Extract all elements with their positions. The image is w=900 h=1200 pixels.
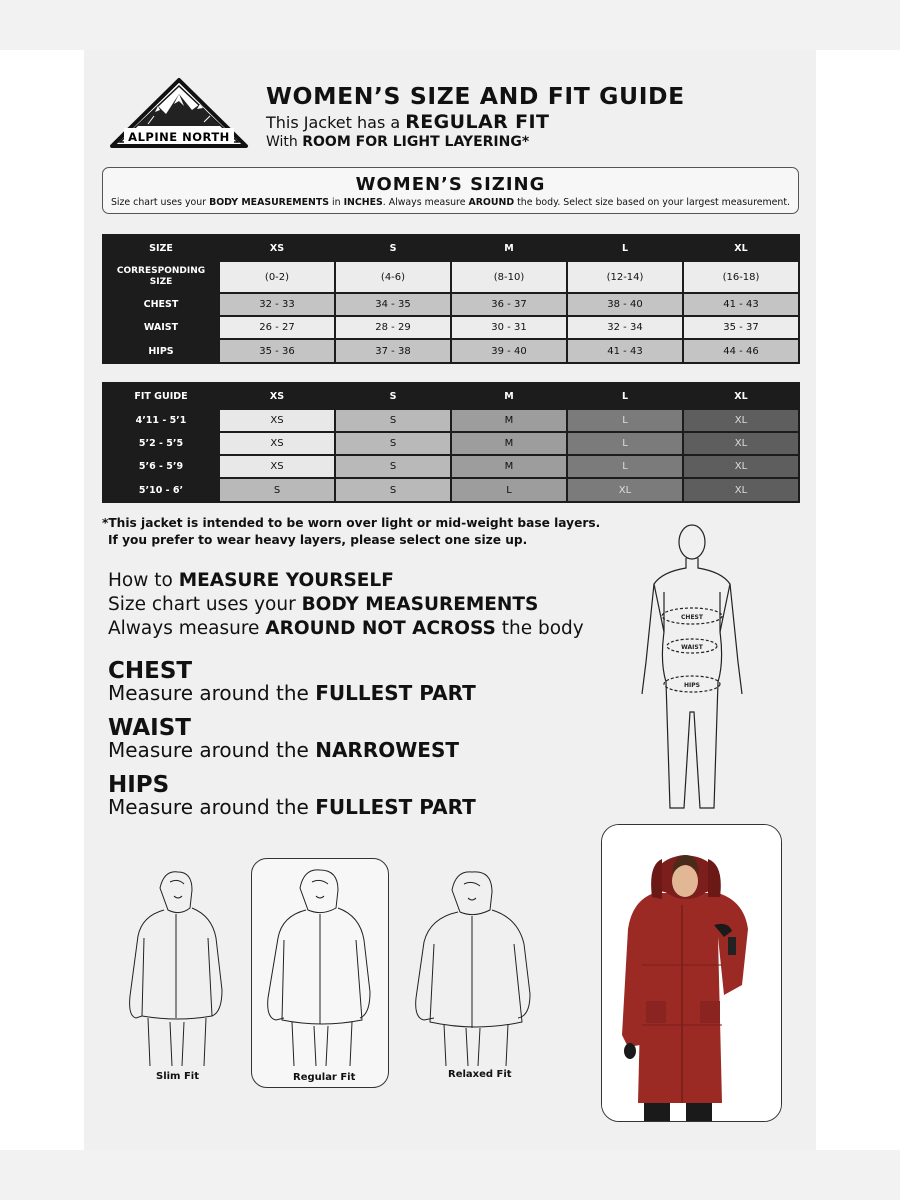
table-cell: 32 - 33 <box>220 294 334 315</box>
table-cell: XL <box>684 456 798 477</box>
table-cell: XL <box>568 479 682 501</box>
fit-prefix: This Jacket has a <box>266 113 401 132</box>
table-row <box>104 317 798 338</box>
slim-fit-illustration <box>108 866 248 1086</box>
table-header: S <box>336 384 450 408</box>
layer-value: ROOM FOR LIGHT LAYERING* <box>302 134 530 150</box>
table-cell: (16-18) <box>684 262 798 292</box>
table-cell: 32 - 34 <box>568 317 682 338</box>
waist-instruction <box>108 738 459 762</box>
fit-description <box>266 111 549 133</box>
sizing-note-text: . Always measure <box>382 197 469 208</box>
waist-heading: WAIST <box>108 715 191 741</box>
layering-note: If you prefer to wear heavy layers, please select one size up. <box>108 533 528 547</box>
regular-fit-illustration <box>252 866 392 1086</box>
page-title: WOMEN’S SIZE AND FIT GUIDE <box>266 82 685 110</box>
row-label: 4’11 - 5’1 <box>104 410 218 431</box>
table-cell: S <box>336 479 450 501</box>
row-label: 5’6 - 5’9 <box>104 456 218 477</box>
table-cell: XL <box>684 410 798 431</box>
table-cell: (0-2) <box>220 262 334 292</box>
measure-text: Measure around the <box>108 681 316 705</box>
fit-value: REGULAR FIT <box>405 111 550 133</box>
table-header: M <box>452 384 566 408</box>
table-cell: XS <box>220 456 334 477</box>
how-text: Always measure <box>108 618 266 639</box>
how-emph: BODY MEASUREMENTS <box>301 594 539 615</box>
how-text: the body <box>495 618 584 639</box>
table-cell: L <box>452 479 566 501</box>
table-cell: L <box>568 410 682 431</box>
how-emph: AROUND NOT ACROSS <box>265 618 496 639</box>
table-cell: (8-10) <box>452 262 566 292</box>
table-row <box>104 456 798 477</box>
row-label: 5’10 - 6’ <box>104 479 218 501</box>
table-cell: 39 - 40 <box>452 340 566 362</box>
table-header: M <box>452 236 566 260</box>
table-cell: 26 - 27 <box>220 317 334 338</box>
layer-prefix: With <box>266 134 298 150</box>
table-header: XS <box>220 384 334 408</box>
sizing-note-emph: AROUND <box>468 197 515 208</box>
hips-label: HIPS <box>684 682 700 689</box>
body-measurement-diagram <box>632 522 752 814</box>
right-margin <box>816 50 900 1150</box>
chest-instruction <box>108 681 476 705</box>
measure-emph: NARROWEST <box>315 738 460 762</box>
table-header: FIT GUIDE <box>104 384 218 408</box>
how-text: Size chart uses your <box>108 594 302 615</box>
table-header: XS <box>220 236 334 260</box>
fit-guide-table <box>102 382 800 503</box>
table-header: SIZE <box>104 236 218 260</box>
how-to-measure <box>108 570 394 591</box>
table-header-row <box>104 384 798 408</box>
brand-name: ALPINE NORTH <box>128 130 230 144</box>
product-photo-frame <box>601 824 782 1122</box>
measure-emph: FULLEST PART <box>315 795 476 819</box>
sizing-note <box>103 197 798 208</box>
table-cell: 35 - 37 <box>684 317 798 338</box>
sizing-note-emph: INCHES <box>343 197 383 208</box>
size-chart-table <box>102 234 800 364</box>
regular-fit-label: Regular Fit <box>293 1072 356 1083</box>
table-cell: 36 - 37 <box>452 294 566 315</box>
table-cell: XL <box>684 433 798 454</box>
chest-heading: CHEST <box>108 658 193 684</box>
layering-note: *This jacket is intended to be worn over light or mid-weight base layers. <box>102 516 601 530</box>
row-label-line: SIZE <box>149 277 173 287</box>
table-cell: 38 - 40 <box>568 294 682 315</box>
table-header: S <box>336 236 450 260</box>
row-label <box>104 262 218 292</box>
table-row <box>104 433 798 454</box>
table-cell: S <box>220 479 334 501</box>
table-cell: S <box>336 410 450 431</box>
row-label: WAIST <box>104 317 218 338</box>
table-row <box>104 410 798 431</box>
table-cell: L <box>568 456 682 477</box>
table-cell: S <box>336 456 450 477</box>
table-header: L <box>568 384 682 408</box>
left-margin <box>0 50 84 1150</box>
table-cell: XS <box>220 410 334 431</box>
table-cell: 30 - 31 <box>452 317 566 338</box>
table-cell: S <box>336 433 450 454</box>
table-row <box>104 294 798 315</box>
table-row <box>104 262 798 292</box>
measure-text: Measure around the <box>108 795 316 819</box>
measure-instruction <box>108 618 584 639</box>
table-cell: 44 - 46 <box>684 340 798 362</box>
sizing-title: WOMEN’S SIZING <box>355 174 546 195</box>
table-header-row <box>104 236 798 260</box>
hips-heading: HIPS <box>108 772 170 798</box>
row-label-line: CORRESPONDING <box>116 266 206 276</box>
table-cell: M <box>452 456 566 477</box>
layering-description <box>266 134 529 150</box>
table-cell: (4-6) <box>336 262 450 292</box>
table-cell: 35 - 36 <box>220 340 334 362</box>
relaxed-fit-label: Relaxed Fit <box>448 1069 512 1080</box>
table-header: XL <box>684 384 798 408</box>
chest-label: CHEST <box>681 614 703 621</box>
sizing-note-text: the body. Select size based on your largest measurement. <box>514 197 791 208</box>
table-header: XL <box>684 236 798 260</box>
sizing-note-text: in <box>329 197 344 208</box>
table-cell: (12-14) <box>568 262 682 292</box>
table-cell: XL <box>684 479 798 501</box>
table-cell: XS <box>220 433 334 454</box>
table-cell: 41 - 43 <box>568 340 682 362</box>
table-cell: 28 - 29 <box>336 317 450 338</box>
table-cell: 37 - 38 <box>336 340 450 362</box>
measure-instruction <box>108 594 538 615</box>
table-cell: 34 - 35 <box>336 294 450 315</box>
slim-fit-label: Slim Fit <box>156 1071 199 1082</box>
sizing-note-emph: BODY MEASUREMENTS <box>209 197 330 208</box>
row-label: 5’2 - 5’5 <box>104 433 218 454</box>
sizing-note-text: Size chart uses your <box>110 197 210 208</box>
measure-emph: FULLEST PART <box>315 681 476 705</box>
row-label: CHEST <box>104 294 218 315</box>
relaxed-fit-illustration <box>406 866 546 1086</box>
table-row <box>104 340 798 362</box>
row-label: HIPS <box>104 340 218 362</box>
table-cell: M <box>452 433 566 454</box>
table-cell: 41 - 43 <box>684 294 798 315</box>
table-cell: L <box>568 433 682 454</box>
how-emph: MEASURE YOURSELF <box>178 570 394 591</box>
measure-text: Measure around the <box>108 738 316 762</box>
how-text: How to <box>108 570 179 591</box>
hips-instruction <box>108 795 476 819</box>
brand-logo <box>108 76 250 152</box>
sizing-header-box <box>102 167 799 214</box>
waist-label: WAIST <box>681 644 703 651</box>
table-header: L <box>568 236 682 260</box>
table-row <box>104 479 798 501</box>
table-cell: M <box>452 410 566 431</box>
product-photo <box>602 825 782 1122</box>
